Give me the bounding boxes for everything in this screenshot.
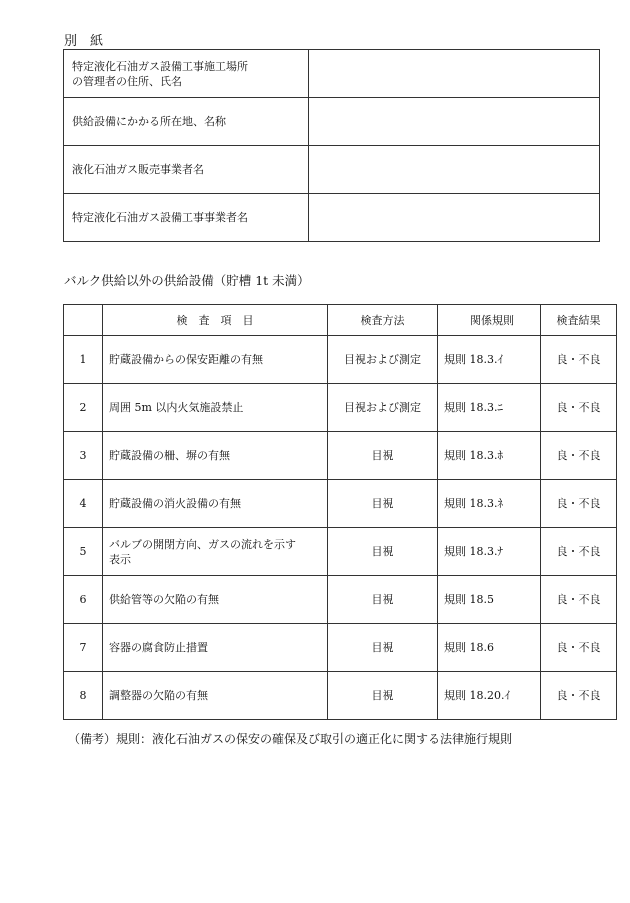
related-rule: 規則 18.20.ｲ [438,672,541,720]
inspection-method: 目視 [328,672,438,720]
inspection-item: バルブの開閉方向、ガスの流れを示す 表示 [103,528,328,576]
table-row [64,576,617,624]
info-value [309,98,600,146]
related-rule: 規則 18.3.ﾅ [438,528,541,576]
inspection-item: 調整器の欠陥の有無 [103,672,328,720]
info-row [64,98,600,146]
inspection-item: 貯蔵設備からの保安距離の有無 [103,336,328,384]
header-method: 検査方法 [328,305,438,336]
info-row [64,146,600,194]
inspection-method: 目視 [328,576,438,624]
row-number: 4 [64,480,103,528]
table-row [64,384,617,432]
inspection-result: 良・不良 [541,480,617,528]
row-number: 1 [64,336,103,384]
inspection-result: 良・不良 [541,576,617,624]
info-table-body [64,50,600,242]
row-number: 6 [64,576,103,624]
info-label: 液化石油ガス販売事業者名 [64,146,309,194]
table-row [64,432,617,480]
inspection-item: 容器の腐食防止措置 [103,624,328,672]
related-rule: 規則 18.3.ﾈ [438,480,541,528]
related-rule: 規則 18.3.ﾆ [438,384,541,432]
row-number: 5 [64,528,103,576]
related-rule: 規則 18.3.ﾎ [438,432,541,480]
info-label: 供給設備にかかる所在地、名称 [64,98,309,146]
inspection-method: 目視および測定 [328,336,438,384]
inspection-item: 周囲 5m 以内火気施設禁止 [103,384,328,432]
related-rule: 規則 18.5 [438,576,541,624]
inspection-result: 良・不良 [541,336,617,384]
header-rule: 関係規則 [438,305,541,336]
row-number: 7 [64,624,103,672]
inspection-method: 目視 [328,528,438,576]
inspection-table-body [64,336,617,720]
header-result: 検査結果 [541,305,617,336]
inspection-result: 良・不良 [541,672,617,720]
info-row [64,194,600,242]
info-row [64,50,600,98]
inspection-method: 目視 [328,480,438,528]
table-row [64,672,617,720]
inspection-result: 良・不良 [541,624,617,672]
inspection-item: 貯蔵設備の柵、塀の有無 [103,432,328,480]
inspection-result: 良・不良 [541,432,617,480]
inspection-method: 目視 [328,432,438,480]
header-no [64,305,103,336]
table-row [64,480,617,528]
inspection-item: 供給管等の欠陥の有無 [103,576,328,624]
inspection-method: 目視および測定 [328,384,438,432]
inspection-method: 目視 [328,624,438,672]
row-number: 8 [64,672,103,720]
info-label: 特定液化石油ガス設備工事施工場所 の管理者の住所、氏名 [64,50,309,98]
table-row [64,624,617,672]
inspection-result: 良・不良 [541,528,617,576]
info-value [309,50,600,98]
section-heading: バルク供給以外の供給設備（貯槽 1t 未満） [64,273,310,288]
table-row [64,528,617,576]
row-number: 2 [64,384,103,432]
inspection-header-row [64,305,617,336]
related-rule: 規則 18.3.ｲ [438,336,541,384]
info-table [63,49,600,242]
related-rule: 規則 18.6 [438,624,541,672]
inspection-table [63,304,617,720]
header-item: 検 査 項 目 [103,305,328,336]
info-label: 特定液化石油ガス設備工事事業者名 [64,194,309,242]
row-number: 3 [64,432,103,480]
note: （備考）規則：液化石油ガスの保安の確保及び取引の適正化に関する法律施行規則 [68,732,513,746]
info-value [309,194,600,242]
attachment-label: 別 紙 [64,34,104,49]
table-row [64,336,617,384]
inspection-result: 良・不良 [541,384,617,432]
inspection-item: 貯蔵設備の消火設備の有無 [103,480,328,528]
info-value [309,146,600,194]
